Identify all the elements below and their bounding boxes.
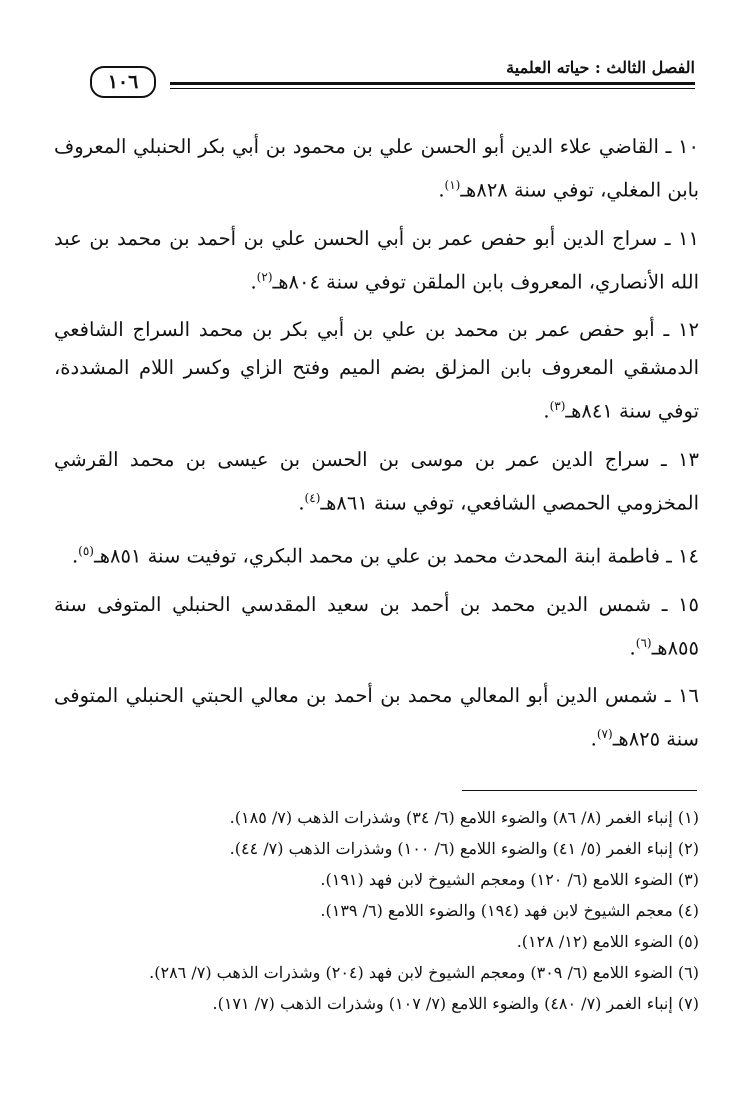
footnote-ref: (٧) xyxy=(596,727,613,741)
entry-10: ١٠ ـ القاضي علاء الدين أبو الحسن علي بن محمود بن أبي بكر الحنبلي المعروف بابن المغلي، توفي سنة ٨٢٨هـ$^{(١)}$. xyxy=(54,135,699,202)
footnote-ref: (٣) xyxy=(549,399,566,413)
header-rule xyxy=(170,82,695,85)
page-header xyxy=(90,56,695,96)
footnote-3: (٣) الضوء اللامع (٦/ ١٢٠) ومعجم الشيوخ لابن فهد (١٩١). xyxy=(320,870,699,889)
entry-15: ١٥ ـ شمس الدين محمد بن أحمد بن سعيد المقدسي الحنبلي المتوفى سنة ٨٥٥هـ$^{(٦)}$. xyxy=(54,592,699,659)
footnote-5: (٥) الضوء اللامع (١٢/ ١٢٨). xyxy=(516,932,699,951)
footnote-ref: (٤) xyxy=(304,490,321,505)
page-number: ١٠٦ xyxy=(90,66,156,98)
entry-13: ١٣ ـ سراج الدين عمر بن موسى بن الحسن بن عيسى بن محمد القرشي المخزومي الحمصي الشافعي، توفي سنة ٨٦١هـ$^{(٤)}$. xyxy=(54,447,699,514)
header-rule-thin xyxy=(170,88,695,89)
chapter-title: الفصل الثالث : حياته العلمية xyxy=(506,58,695,77)
entry-11: ١١ ـ سراج الدين أبو حفص عمر بن أبي الحسن علي بن أحمد بن محمد بن عبد الله الأنصاري، المعروف بابن الملقن توفي سنة ٨٠٤هـ$^{(٢)}$. xyxy=(54,226,699,293)
footnote-1: (١) إنباء الغمر (٨/ ٨٦) والضوء اللامع (٦/ ٣٤) وشذرات الذهب (٧/ ١٨٥). xyxy=(229,808,699,827)
footnote-ref: (٥) xyxy=(78,544,94,558)
footnote-ref: (٢) xyxy=(256,269,273,284)
footnote-7: (٧) إنباء الغمر (٧/ ٤٨٠) والضوء اللامع (٧/ ١٠٧) وشذرات الذهب (٧/ ١٧١). xyxy=(212,994,699,1013)
entry-14: ١٤ ـ فاطمة ابنة المحدث محمد بن علي بن محمد البكري، توفيت سنة ٨٥١هـ$^{(٥)}$. xyxy=(71,544,699,568)
footnote-2: (٢) إنباء الغمر (٥/ ٤١) والضوء اللامع (٦/ ١٠٠) وشذرات الذهب (٧/ ٤٤). xyxy=(229,839,699,858)
footnote-4: (٤) معجم الشيوخ لابن فهد (١٩٤) والضوء اللامع (٦/ ١٣٩). xyxy=(320,901,699,920)
footnote-ref: (١) xyxy=(444,178,461,192)
footnotes xyxy=(54,802,699,1019)
entry-12: ١٢ ـ أبو حفص عمر بن محمد بن علي بن أبي بكر بن محمد السراج الشافعي الدمشقي المعروف بابن المزلق بضم الميم وفتح الزاي وكسر اللام المشددة، توفي سنة ٨٤١هـ$^{(٣)}$. xyxy=(54,318,699,423)
main-text xyxy=(54,128,699,769)
footnote-separator xyxy=(462,790,697,791)
footnote-ref: (٦) xyxy=(635,635,652,650)
footnote-6: (٦) الضوء اللامع (٦/ ٣٠٩) ومعجم الشيوخ لابن فهد (٢٠٤) وشذرات الذهب (٧/ ٢٨٦). xyxy=(149,963,699,982)
entry-16: ١٦ ـ شمس الدين أبو المعالي محمد بن أحمد بن معالي الحبتي الحنبلي المتوفى سنة ٨٢٥هـ$^{(٧)}$. xyxy=(54,684,699,751)
